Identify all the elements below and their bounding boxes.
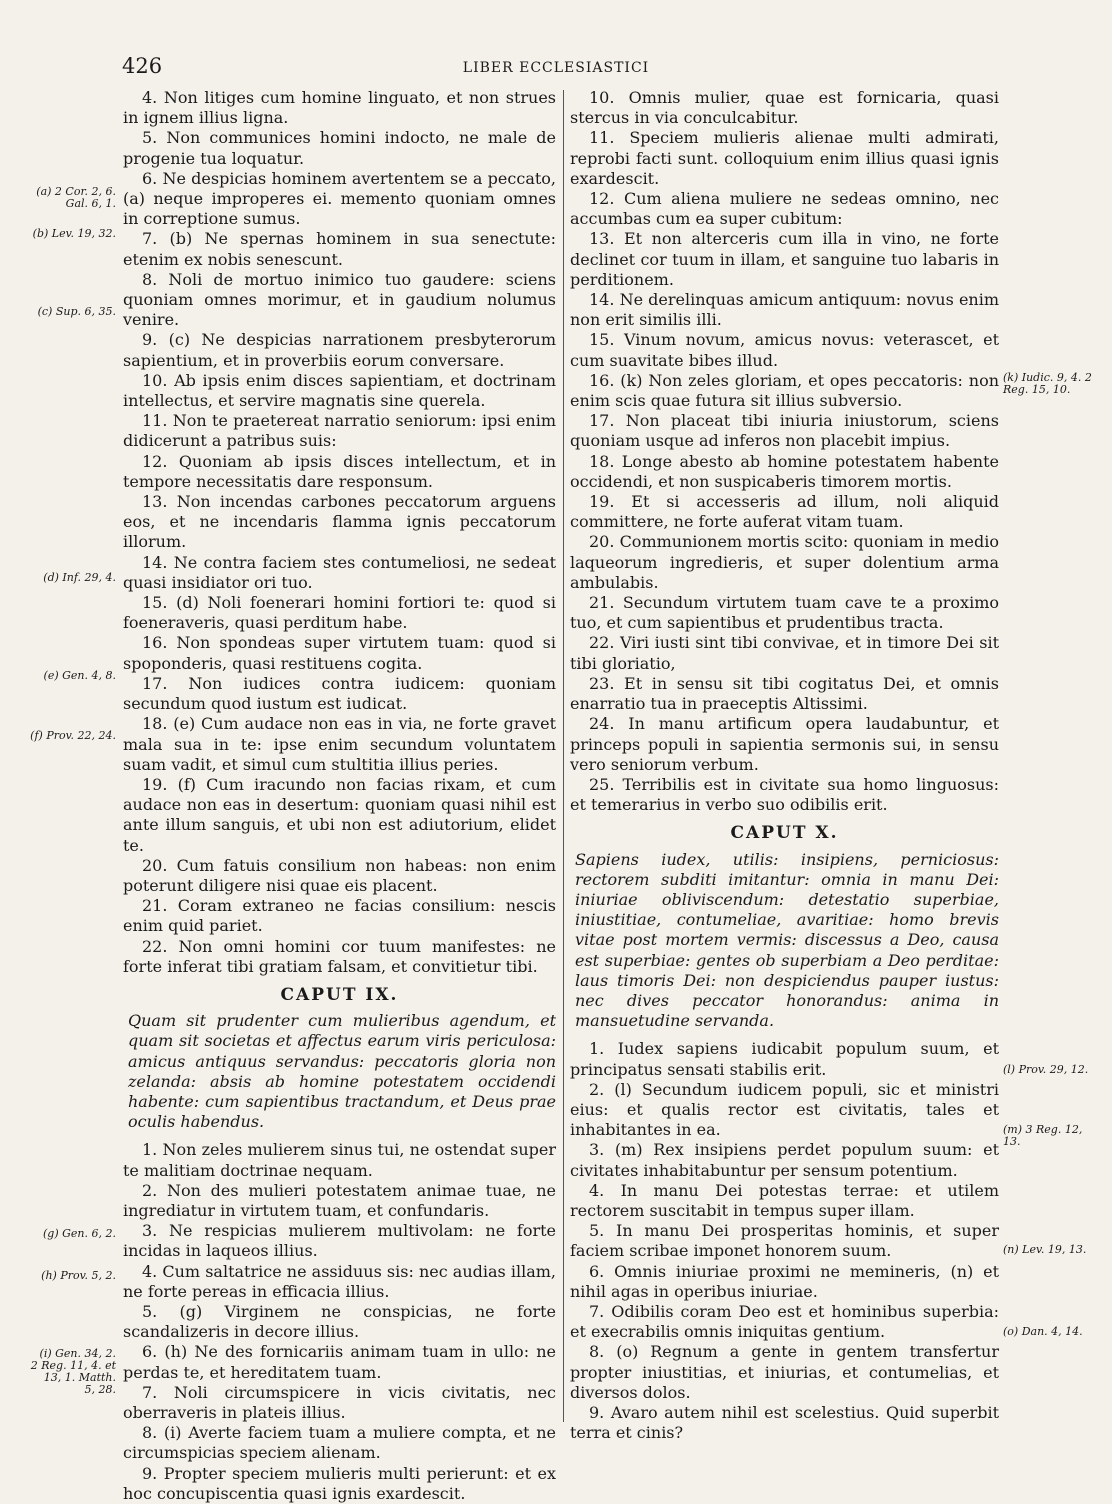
margin-note: (e) Gen. 4, 8. xyxy=(43,669,116,682)
verse: 1. Non zeles mulierem sinus tui, ne ostendat super te malitiam doctrinae nequam. xyxy=(123,1140,556,1180)
right-column xyxy=(570,88,999,1443)
verse: 11. Non te praetereat narratio seniorum: ipsi enim didicerunt a patribus suis: xyxy=(123,411,556,451)
chapter-title: CAPUT X. xyxy=(730,823,839,844)
margin-note: (m) 3 Reg. 12, 13. xyxy=(1003,1123,1083,1148)
column-divider xyxy=(563,90,564,1422)
verse: 3. (m) Rex insipiens perdet populum suum: et civitates inhabitabuntur per sensum potentium. xyxy=(570,1140,999,1180)
verse: 4. Non litiges cum homine linguato, et non strues in ignem illius ligna. xyxy=(123,88,556,128)
verse: 5. In manu Dei prosperitas hominis, et super faciem scribae imponet honorem suum. xyxy=(570,1221,999,1261)
margin-note: (n) Lev. 19, 13. xyxy=(1003,1243,1087,1256)
verse: 8. (i) Averte faciem tuam a muliere compta, et ne circumspicias speciem alienam. xyxy=(123,1423,556,1463)
margin-note: (a) 2 Cor. 2, 6. Gal. 6, 1. xyxy=(36,185,116,210)
verse: 5. (g) Virginem ne conspicias, ne forte scandalizeris in decore illius. xyxy=(123,1301,556,1342)
verse: 15. (d) Noli foenerari homini fortiori te: quod si foeneraveris, quasi perditum habe. xyxy=(123,593,556,633)
margin-note: (l) Prov. 29, 12. xyxy=(1003,1063,1089,1076)
verse: 12. Quoniam ab ipsis disces intellectum, et in tempore necessitatis dare responsum. xyxy=(123,451,556,491)
verse: 14. Ne contra faciem stes contumeliosi, ne sedeat quasi insidiator ori tuo. xyxy=(123,552,556,592)
chapter-summary: Quam sit prudenter cum mulieribus agendum, et quam sit societas et affectus earum viris periculosa: amicus antiquus servandus: peccatoris gloria non zelanda: absis ab homine potestatem occidendi habente: cum sapientibus tractandum, et Deus prae oculis habendus. xyxy=(128,1011,556,1132)
verse: 8. (o) Regnum a gente in gentem transfertur propter iniustitias, et iniurias, et contumelias, et diversos dolos. xyxy=(570,1342,999,1402)
margin-note: (i) Gen. 34, 2. 2 Reg. 11, 4. et 13, 1. Matth. 5, 28. xyxy=(30,1347,116,1396)
verse: 16. Non spondeas super virtutem tuam: quod si spoponderis, quasi restituens cogita. xyxy=(123,633,556,673)
verse: 7. Odibilis coram Deo est et hominibus superbia: et execrabilis omnis iniquitas gentium. xyxy=(570,1301,999,1342)
chapter-title: CAPUT IX. xyxy=(280,984,399,1005)
margin-note: (o) Dan. 4, 14. xyxy=(1003,1325,1083,1338)
margin-note: (b) Lev. 19, 32. xyxy=(32,227,116,240)
verse: 15. Vinum novum, amicus novus: veterascet, et cum suavitate bibes illud. xyxy=(570,330,999,370)
verse: 4. Cum saltatrice ne assiduus sis: nec audias illam, ne forte pereas in efficacia illius. xyxy=(123,1261,556,1301)
verse: 22. Viri iusti sint tibi convivae, et in timore Dei sit tibi gloriatio, xyxy=(570,633,999,673)
verse: 20. Communionem mortis scito: quoniam in medio laqueorum ingredieris, et super dolentium arma ambulabis. xyxy=(570,532,999,592)
verse: 14. Ne derelinquas amicum antiquum: novus enim non erit similis illi. xyxy=(570,290,999,330)
margin-note: (h) Prov. 5, 2. xyxy=(41,1269,116,1282)
verse: 17. Non iudices contra iudicem: quoniam secundum quod iustum est iudicat. xyxy=(123,673,556,714)
verse: 22. Non omni homini cor tuum manifestes: ne forte inferat tibi gratiam falsam, et convitietur tibi. xyxy=(123,936,556,976)
left-column xyxy=(123,88,556,1504)
verse: 9. (c) Ne despicias narrationem presbyterorum sapientium, et in proverbiis eorum conversare. xyxy=(123,330,556,370)
verse: 4. In manu Dei potestas terrae: et utilem rectorem suscitabit in tempus super illam. xyxy=(570,1180,999,1220)
verse: 19. (f) Cum iracundo non facias rixam, et cum audace non eas in desertum: quoniam quasi nihil est ante illum sanguis, et ubi non est adiutorium, elidet te. xyxy=(123,774,556,855)
verse: 2. (l) Secundum iudicem populi, sic et ministri eius: et qualis rector est civitatis, tales et inhabitantes in ea. xyxy=(570,1079,999,1140)
verse: 1. Iudex sapiens iudicabit populum suum, et principatus sensati stabilis erit. xyxy=(570,1039,999,1079)
verse: 16. (k) Non zeles gloriam, et opes peccatoris: non enim scis quae futura sit illius subversio. xyxy=(570,370,999,411)
verse: 21. Secundum virtutem tuam cave te a proximo tuo, et cum sapientibus et prudentibus tracta. xyxy=(570,593,999,633)
verse: 11. Speciem mulieris alienae multi admirati, reprobi facti sunt. colloquium enim illius quasi ignis exardescit. xyxy=(570,128,999,188)
verse: 19. Et si accesseris ad illum, noli aliquid committere, ne forte auferat vitam tuam. xyxy=(570,492,999,532)
chapter-summary: Sapiens iudex, utilis: insipiens, perniciosus: rectorem subditi imitantur: omnia in manu Dei: iniuriae obliviscendum: detestatio superbiae, iniustitiae, contumeliae, avaritiae: homo brevis vitae post mortem vermis: discessus a Deo, causa est superbiae: gentes ob superbiam a Deo perditae: laus timoris Dei: non despiciendus pauper iustus: nec dives peccator honorandus: anima in mansuetudine servanda. xyxy=(575,849,999,1031)
verse: 9. Avaro autem nihil est scelestius. Quid superbit terra et cinis? xyxy=(570,1403,999,1443)
page-number: 426 xyxy=(122,54,163,78)
margin-note: (f) Prov. 22, 24. xyxy=(30,729,116,742)
verse: 18. Longe abesto ab homine potestatem habente occidendi, et non suspicaberis timorem mortis. xyxy=(570,451,999,491)
verse: 13. Et non alterceris cum illa in vino, ne forte declinet cor tuum in illam, et sanguine tuo labaris in perditionem. xyxy=(570,229,999,289)
margin-note: (k) Iudic. 9, 4. 2 Reg. 15, 10. xyxy=(1003,371,1092,396)
verse: 7. (b) Ne spernas hominem in sua senectute: etenim ex nobis senescunt. xyxy=(123,229,556,269)
margin-note: (g) Gen. 6, 2. xyxy=(43,1227,116,1240)
verse: 7. Noli circumspicere in vicis civitatis, nec oberraveris in plateis illius. xyxy=(123,1382,556,1422)
verse: 3. Ne respicias mulierem multivolam: ne forte incidas in laqueos illius. xyxy=(123,1221,556,1261)
margin-note: (d) Inf. 29, 4. xyxy=(43,571,116,584)
margin-note: (c) Sup. 6, 35. xyxy=(37,305,116,318)
verse: 18. (e) Cum audace non eas in via, ne forte gravet mala sua in te: ipse enim secundum voluntatem suam vadit, et simul cum stultitia illius peries. xyxy=(123,714,556,774)
verse: 9. Propter speciem mulieris multi perierunt: et ex hoc concupiscentia quasi ignis exardescit. xyxy=(123,1463,556,1503)
verse: 17. Non placeat tibi iniuria iniustorum, sciens quoniam usque ad inferos non placebit impius. xyxy=(570,411,999,451)
verse: 12. Cum aliena muliere ne sedeas omnino, nec accumbas cum ea super cubitum: xyxy=(570,189,999,229)
verse: 21. Coram extraneo ne facias consilium: nescis enim quid pariet. xyxy=(123,896,556,936)
running-title: LIBER ECCLESIASTICI xyxy=(462,60,650,76)
verse: 6. Ne despicias hominem avertentem se a peccato, (a) neque improperes ei. memento quoniam omnes in correptione sumus. xyxy=(123,168,556,229)
verse: 20. Cum fatuis consilium non habeas: non enim poterunt diligere nisi quae eis placent. xyxy=(123,855,556,895)
verse: 23. Et in sensu sit tibi cogitatus Dei, et omnis enarratio tua in praeceptis Altissimi. xyxy=(570,673,999,714)
verse: 24. In manu artificum opera laudabuntur, et princeps populi in sapientia sermonis sui, in sensu vero seniorum verbum. xyxy=(570,714,999,774)
verse: 6. (h) Ne des fornicariis animam tuam in ullo: ne perdas te, et hereditatem tuam. xyxy=(123,1342,556,1382)
verse: 8. Noli de mortuo inimico tuo gaudere: sciens quoniam omnes morimur, et in gaudium nolumus venire. xyxy=(123,269,556,330)
verse: 2. Non des mulieri potestatem animae tuae, ne ingrediatur in virtutem tuam, et confundaris. xyxy=(123,1180,556,1220)
verse: 6. Omnis iniuriae proximi ne memineris, (n) et nihil agas in operibus iniuriae. xyxy=(570,1261,999,1301)
verse: 5. Non communices homini indocto, ne male de progenie tua loquatur. xyxy=(123,128,556,168)
verse: 10. Ab ipsis enim disces sapientiam, et doctrinam intellectus, et servire magnatis sine querela. xyxy=(123,370,556,411)
verse: 25. Terribilis est in civitate sua homo linguosus: et temerarius in verbo suo odibilis erit. xyxy=(570,774,999,815)
verse: 13. Non incendas carbones peccatorum arguens eos, et ne incendaris flamma ignis peccatorum illorum. xyxy=(123,492,556,552)
verse: 10. Omnis mulier, quae est fornicaria, quasi stercus in via conculcabitur. xyxy=(570,88,999,128)
